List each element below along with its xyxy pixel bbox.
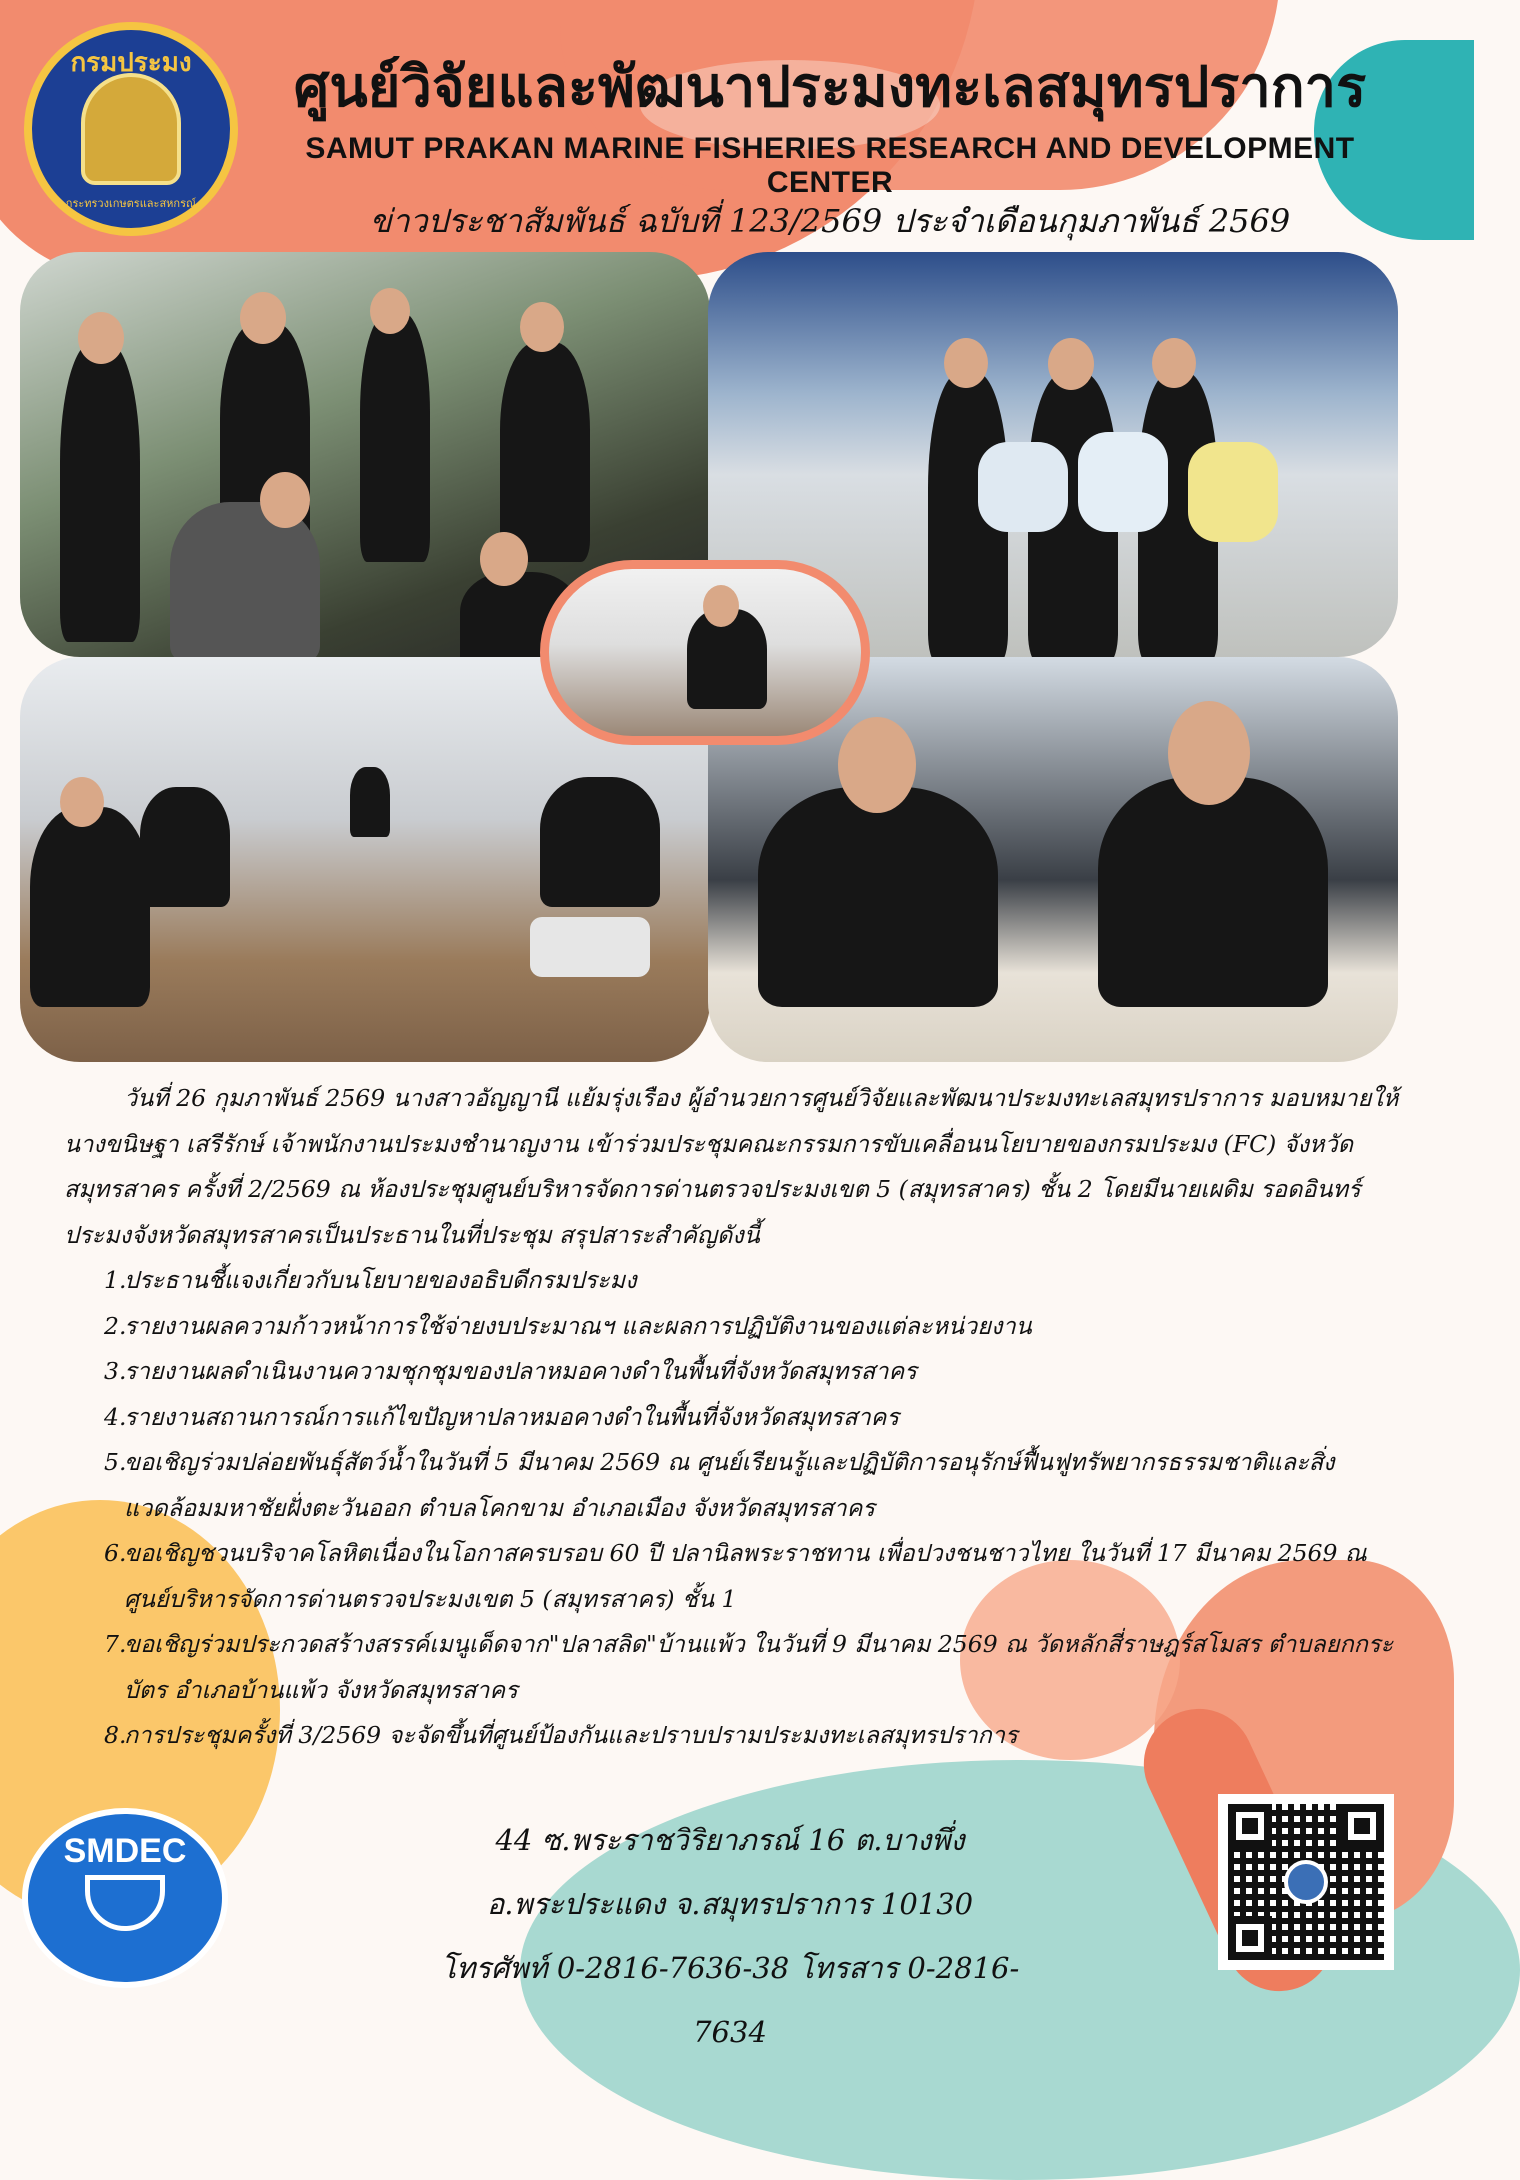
phone-fax-line: โทรศัพท์ 0-2816-7636-38 โทรสาร 0-2816-7634 (440, 1951, 1020, 2049)
list-item: 4. รายงานสถานการณ์การแก้ไขปัญหาปลาหมอคางดำในพื้นที่จังหวัดสมุทรสาคร (104, 1402, 899, 1431)
logo-title-text: กรมประมง (70, 48, 192, 78)
qr-code-pattern (1228, 1804, 1384, 1960)
address-line-1: 44 ซ.พระราชวิริยาภรณ์ 16 ต.บางพึ่ง (495, 1823, 965, 1857)
summary-list (104, 1258, 1414, 1759)
list-item: 3. รายงานผลดำเนินงานความชุกชุมของปลาหมอคางดำในพื้นที่จังหวัดสมุทรสาคร (104, 1357, 917, 1385)
qr-code[interactable] (1218, 1794, 1394, 1970)
list-item: 8. การประชุมครั้งที่ 3/2569 จะจัดขึ้นที่ศูนย์ป้องกันและปราบปรามประมงทะเลสมุทรปราการ (104, 1721, 1018, 1749)
news-body (64, 1076, 1414, 1759)
logo-ring-text: กระทรวงเกษตรและสหกรณ์ (65, 197, 197, 210)
ship-icon (85, 1875, 165, 1931)
list-item: 5. ขอเชิญร่วมปล่อยพันธุ์สัตว์น้ำในวันที่ 5 มีนาคม 2569 ณ ศูนย์เรียนรู้และปฏิบัติการอนุรักษ์ฟื้นฟูทรัพยากรธรรมชาติและสิ่งแวดล้อมมหาชัยฝั่งตะวันออก ตำบลโคกขาม อำเภอเมือง จังหวัดสมุทรสาคร (104, 1448, 1335, 1522)
qr-finder-pattern (1228, 1916, 1272, 1960)
list-item: 7. ขอเชิญร่วมประกวดสร้างสรรค์เมนูเด็ดจาก"ปลาสลิด"บ้านแพ้ว ในวันที่ 9 มีนาคม 2569 ณ วัดหลักสี่ราษฎร์สโมสร ตำบลยกกระบัตร อำเภอบ้านแพ้ว จังหวัดสมุทรสาคร (104, 1630, 1394, 1704)
center-title-english: SAMUT PRAKAN MARINE FISHERIES RESEARCH AND DEVELOPMENT CENTER (305, 132, 1355, 199)
news-issue-line: ข่าวประชาสัมพันธ์ ฉบับที่ 123/2569 ประจำเดือนกุมภาพันธ์ 2569 (369, 202, 1291, 240)
smdec-logo-text: SMDEC (63, 1831, 187, 1870)
logo-emblem-icon (81, 73, 181, 185)
list-item: 6. ขอเชิญชวนบริจาคโลหิตเนื่องในโอกาสครบรอบ 60 ปี ปลานิลพระราชทาน เพื่อปวงชนชาวไทย ในวันที่ 17 มีนาคม 2569 ณ ศูนย์บริหารจัดการด่านตรวจประมงเขต 5 (สมุทรสาคร) ชั้น 1 (104, 1539, 1367, 1613)
address-line-2: อ.พระประแดง จ.สมุทรปราการ 10130 (486, 1887, 974, 1921)
qr-finder-pattern (1228, 1804, 1272, 1848)
department-of-fisheries-logo (24, 22, 238, 236)
center-title-thai: ศูนย์วิจัยและพัฒนาประมงทะเลสมุทรปราการ (293, 54, 1367, 120)
qr-center-logo-icon (1284, 1860, 1328, 1904)
qr-finder-pattern (1340, 1804, 1384, 1848)
contact-address (440, 1808, 1020, 2064)
news-intro-paragraph: วันที่ 26 กุมภาพันธ์ 2569 นางสาวอัญญานี แย้มรุ่งเรือง ผู้อำนวยการศูนย์วิจัยและพัฒนาประมงทะเลสมุทรปราการ มอบหมายให้ นางขนิษฐา เสรีรักษ์ เจ้าพนักงานประมงชำนาญงาน เข้าร่วมประชุมคณะกรรมการขับเคลื่อนนโยบายของกรมประมง (FC) จังหวัดสมุทรสาคร ครั้งที่ 2/2569 ณ ห้องประชุมศูนย์บริหารจัดการด่านตรวจประมงเขต 5 (สมุทรสาคร) ชั้น 2 โดยมีนายเผดิม รอดอินทร์ ประมงจังหวัดสมุทรสาครเป็นประธานในที่ประชุม สรุปสาระสำคัญดังนี้ (64, 1084, 1399, 1249)
list-item: 2. รายงานผลความก้าวหน้าการใช้จ่ายงบประมาณฯ และผลการปฏิบัติงานของแต่ละหน่วยงาน (104, 1311, 1032, 1340)
smdec-logo (22, 1808, 228, 1988)
photo-chairperson-at-table (540, 560, 870, 745)
list-item: 1. ประธานชี้แจงเกี่ยวกับนโยบายของอธิบดีกรมประมง (104, 1266, 637, 1294)
